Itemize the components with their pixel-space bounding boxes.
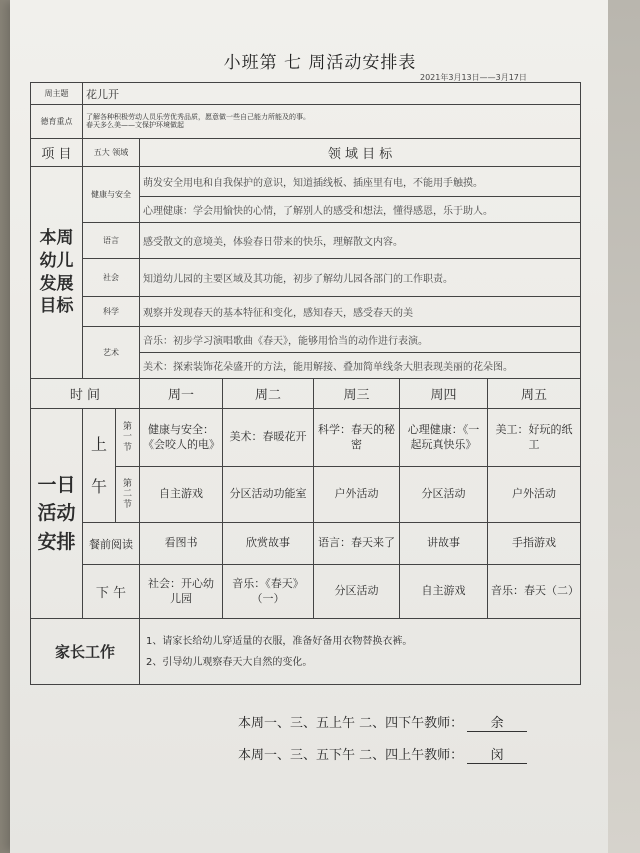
- schedule-table: [30, 82, 581, 685]
- activity-cell: 美术：春暖花开: [223, 409, 314, 467]
- day-header: 周四: [400, 379, 488, 409]
- daily-schedule-label: 一日活动安排: [31, 409, 83, 619]
- table-edge-background: [608, 0, 640, 853]
- afternoon-label: 下 午: [83, 565, 140, 619]
- activity-cell: 心理健康：《一起玩真快乐》: [400, 409, 488, 467]
- domain-goal: 知道幼儿园的主要区域及其功能，初步了解幼儿园各部门的工作职责。: [140, 259, 581, 297]
- domain-row-health: [31, 167, 581, 197]
- activity-cell: 手指游戏: [488, 523, 581, 565]
- week-theme-row: [31, 83, 581, 105]
- afternoon-row: [31, 565, 581, 619]
- signature-row-2: [238, 744, 527, 764]
- week-theme-label: 周主题: [31, 83, 83, 105]
- domain-row-science: [31, 297, 581, 327]
- activity-cell: 美工：好玩的纸工: [488, 409, 581, 467]
- header-item: 项 目: [31, 139, 83, 167]
- activity-cell: 自主游戏: [140, 467, 223, 523]
- domain-row-social: [31, 259, 581, 297]
- domain-goal: 心理健康：学会用愉快的心情，了解别人的感受和想法，懂得感恩，乐于助人。: [140, 197, 581, 223]
- activity-cell: 欣赏故事: [223, 523, 314, 565]
- family-item: 2、引导幼儿观察春天大自然的变化。: [146, 656, 313, 668]
- first-period-row: [31, 409, 581, 467]
- activity-cell: 语言：春天来了: [314, 523, 400, 565]
- moral-text: [83, 105, 581, 139]
- activity-cell: 看图书: [140, 523, 223, 565]
- morning-label: [83, 409, 116, 523]
- pre-meal-row: [31, 523, 581, 565]
- period-label: 第二节: [116, 467, 140, 523]
- family-work-label: 家长工作: [31, 619, 140, 685]
- domain-name: 科学: [83, 297, 140, 327]
- activity-cell: 分区活动: [314, 565, 400, 619]
- pre-meal-label: 餐前阅读: [83, 523, 140, 565]
- activity-cell: 音乐：春天（二）: [488, 565, 581, 619]
- domain-row-arts: [31, 327, 581, 353]
- family-item: 1、请家长给幼儿穿适量的衣服，准备好备用衣物替换衣裤。: [146, 635, 413, 647]
- activity-cell: 户外活动: [488, 467, 581, 523]
- activity-cell: 自主游戏: [400, 565, 488, 619]
- signature-text: 本周一、三、五上午 二、四下午教师：: [238, 716, 464, 731]
- day-header: 周三: [314, 379, 400, 409]
- dev-goals-label: 本周幼儿发展目标: [31, 167, 83, 379]
- domain-row-language: [31, 223, 581, 259]
- moral-row: [31, 105, 581, 139]
- domain-name: 语言: [83, 223, 140, 259]
- domain-goal: 美术：探索装饰花朵盛开的方法，能用解接、叠加简单线条大胆表现美丽的花朵图。: [140, 353, 581, 379]
- teacher-name: 闵: [467, 744, 527, 764]
- moral-line-2: 春天多么美——文保护环境做起: [86, 120, 184, 129]
- activity-cell: 讲故事: [400, 523, 488, 565]
- morning-upper: 上: [90, 434, 107, 454]
- time-label: 时 间: [31, 379, 140, 409]
- domain-name: 艺术: [83, 327, 140, 379]
- time-row: [31, 379, 581, 409]
- moral-line-1: 了解各种积极劳动人员乐劳优秀品质，愿意做一些自己能力所能及的事。: [86, 112, 310, 121]
- activity-cell: 户外活动: [314, 467, 400, 523]
- period-label: 第一节: [116, 409, 140, 467]
- activity-cell: 科学：春天的秘密: [314, 409, 400, 467]
- domain-goal: 观察并发现春天的基本特征和变化，感知春天，感受春天的美: [140, 297, 581, 327]
- date-range: 2021年3月13日——3月17日: [420, 73, 527, 82]
- family-work-row: [31, 619, 581, 685]
- day-header: 周二: [223, 379, 314, 409]
- morning-lower: 午: [90, 476, 107, 496]
- day-header: 周五: [488, 379, 581, 409]
- domain-goal: 感受散文的意境美，体验春日带来的快乐，理解散文内容。: [140, 223, 581, 259]
- family-work-text: [140, 619, 581, 685]
- domain-name: 健康与安全: [83, 167, 140, 223]
- activity-cell: 社会：开心幼儿园: [140, 565, 223, 619]
- domain-goal: 萌发安全用电和自我保护的意识，知道插线板、插座里有电，不能用手触摸。: [140, 167, 581, 197]
- activity-cell: 音乐：《春天》（一）: [223, 565, 314, 619]
- teacher-name: 余: [467, 712, 527, 732]
- activity-cell: 分区活动: [400, 467, 488, 523]
- header-domain-goals: 领 域 目 标: [140, 139, 581, 167]
- header-five-domains: 五大 领域: [83, 139, 140, 167]
- signature-text: 本周一、三、五下午 二、四上午教师：: [238, 748, 464, 763]
- page-title: 小班第 七 周活动安排表: [223, 53, 417, 73]
- day-header: 周一: [140, 379, 223, 409]
- signature-row-1: [238, 712, 527, 732]
- domain-name: 社会: [83, 259, 140, 297]
- domain-goal: 音乐：初步学习演唱歌曲《春天》，能够用恰当的动作进行表演。: [140, 327, 581, 353]
- week-theme-value: 花儿开: [83, 83, 581, 105]
- activity-cell: 健康与安全：《会咬人的电》: [140, 409, 223, 467]
- goals-header-row: [31, 139, 581, 167]
- moral-label: 德育重点: [31, 105, 83, 139]
- activity-cell: 分区活动功能室: [223, 467, 314, 523]
